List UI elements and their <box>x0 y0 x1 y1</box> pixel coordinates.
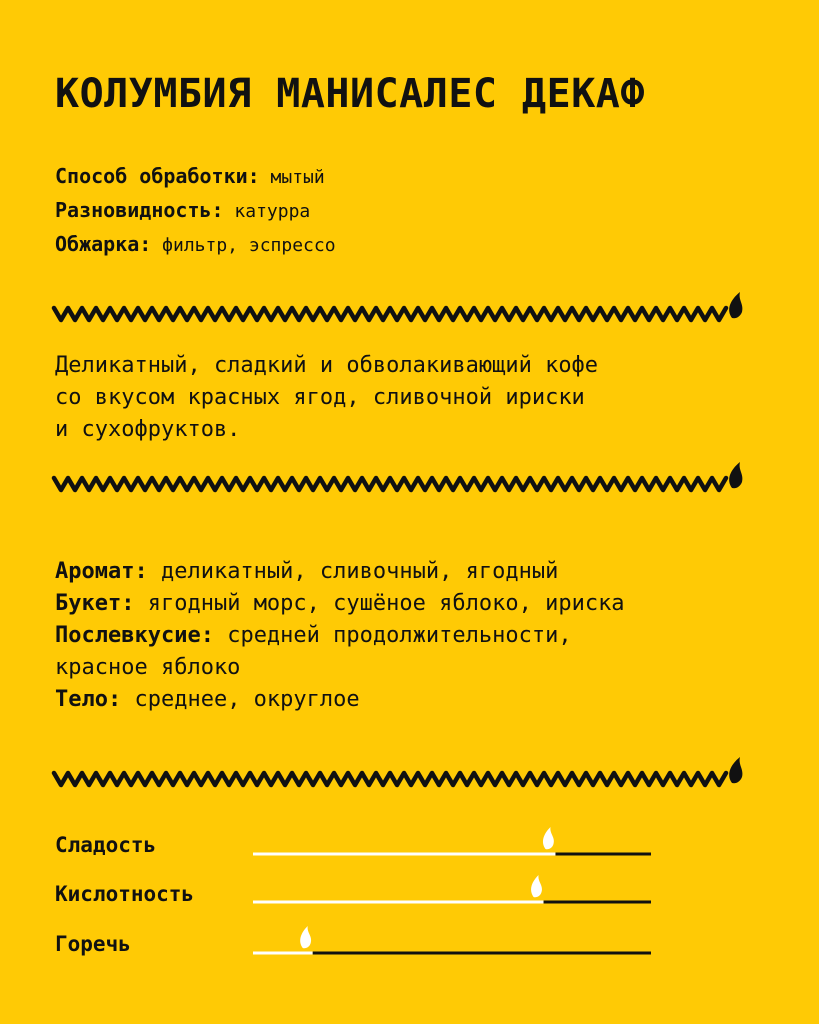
spec-key: Разновидность: <box>55 198 224 222</box>
scale-acidity <box>253 870 653 910</box>
spec-value: катурра <box>223 201 311 222</box>
spec-key: Способ обработки: <box>55 164 260 188</box>
note-value: ягодный морс, сушёное яблоко, ириска <box>134 591 625 616</box>
note-key: Послевкусие: <box>55 623 214 648</box>
description <box>55 350 775 446</box>
zigzag-flame-icon <box>50 290 750 338</box>
scale-bitterness <box>253 921 653 961</box>
note-aftertaste-cont <box>55 652 625 684</box>
flame-icon <box>531 875 542 897</box>
scale-label-sweetness: Сладость <box>55 833 157 857</box>
specs-block <box>55 160 336 262</box>
zigzag-line <box>54 773 726 785</box>
spec-process <box>55 160 336 194</box>
flame-icon <box>729 757 742 783</box>
flame-icon <box>729 292 742 318</box>
note-key: Букет: <box>55 591 135 616</box>
zigzag-flame-icon <box>50 460 750 508</box>
scale-sweetness <box>253 822 653 862</box>
note-key: Тело: <box>55 687 122 712</box>
note-value: красное яблоко <box>55 655 241 680</box>
note-aftertaste <box>55 620 625 652</box>
page-title: КОЛУМБИЯ МАНИСАЛЕС ДЕКАФ <box>55 71 645 117</box>
flame-icon <box>543 827 554 849</box>
flame-icon <box>729 462 742 488</box>
spec-value: мытый <box>259 167 325 188</box>
description-line: Деликатный, сладкий и обволакивающий кофе <box>55 353 599 378</box>
note-value: средней продолжительности, <box>213 623 572 648</box>
zigzag-line <box>54 308 726 320</box>
tasting-notes <box>55 556 625 716</box>
description-line: со вкусом красных ягод, сливочной ириски <box>55 385 585 410</box>
spec-key: Обжарка: <box>55 232 152 256</box>
note-key: Аромат: <box>55 559 148 584</box>
zigzag-flame-icon <box>50 755 750 803</box>
zigzag-line <box>54 478 726 490</box>
note-bouquet <box>55 588 625 620</box>
spec-variety <box>55 194 336 228</box>
spec-value: фильтр, эспрессо <box>151 235 336 256</box>
scale-label-bitterness: Горечь <box>55 932 131 956</box>
note-aroma <box>55 556 625 588</box>
description-line: и сухофруктов. <box>55 417 241 442</box>
note-value: деликатный, сливочный, ягодный <box>147 559 559 584</box>
scale-label-acidity: Кислотность <box>55 882 195 906</box>
note-body <box>55 684 625 716</box>
spec-roast <box>55 228 336 262</box>
flame-icon <box>300 926 311 948</box>
note-value: среднее, округлое <box>121 687 360 712</box>
